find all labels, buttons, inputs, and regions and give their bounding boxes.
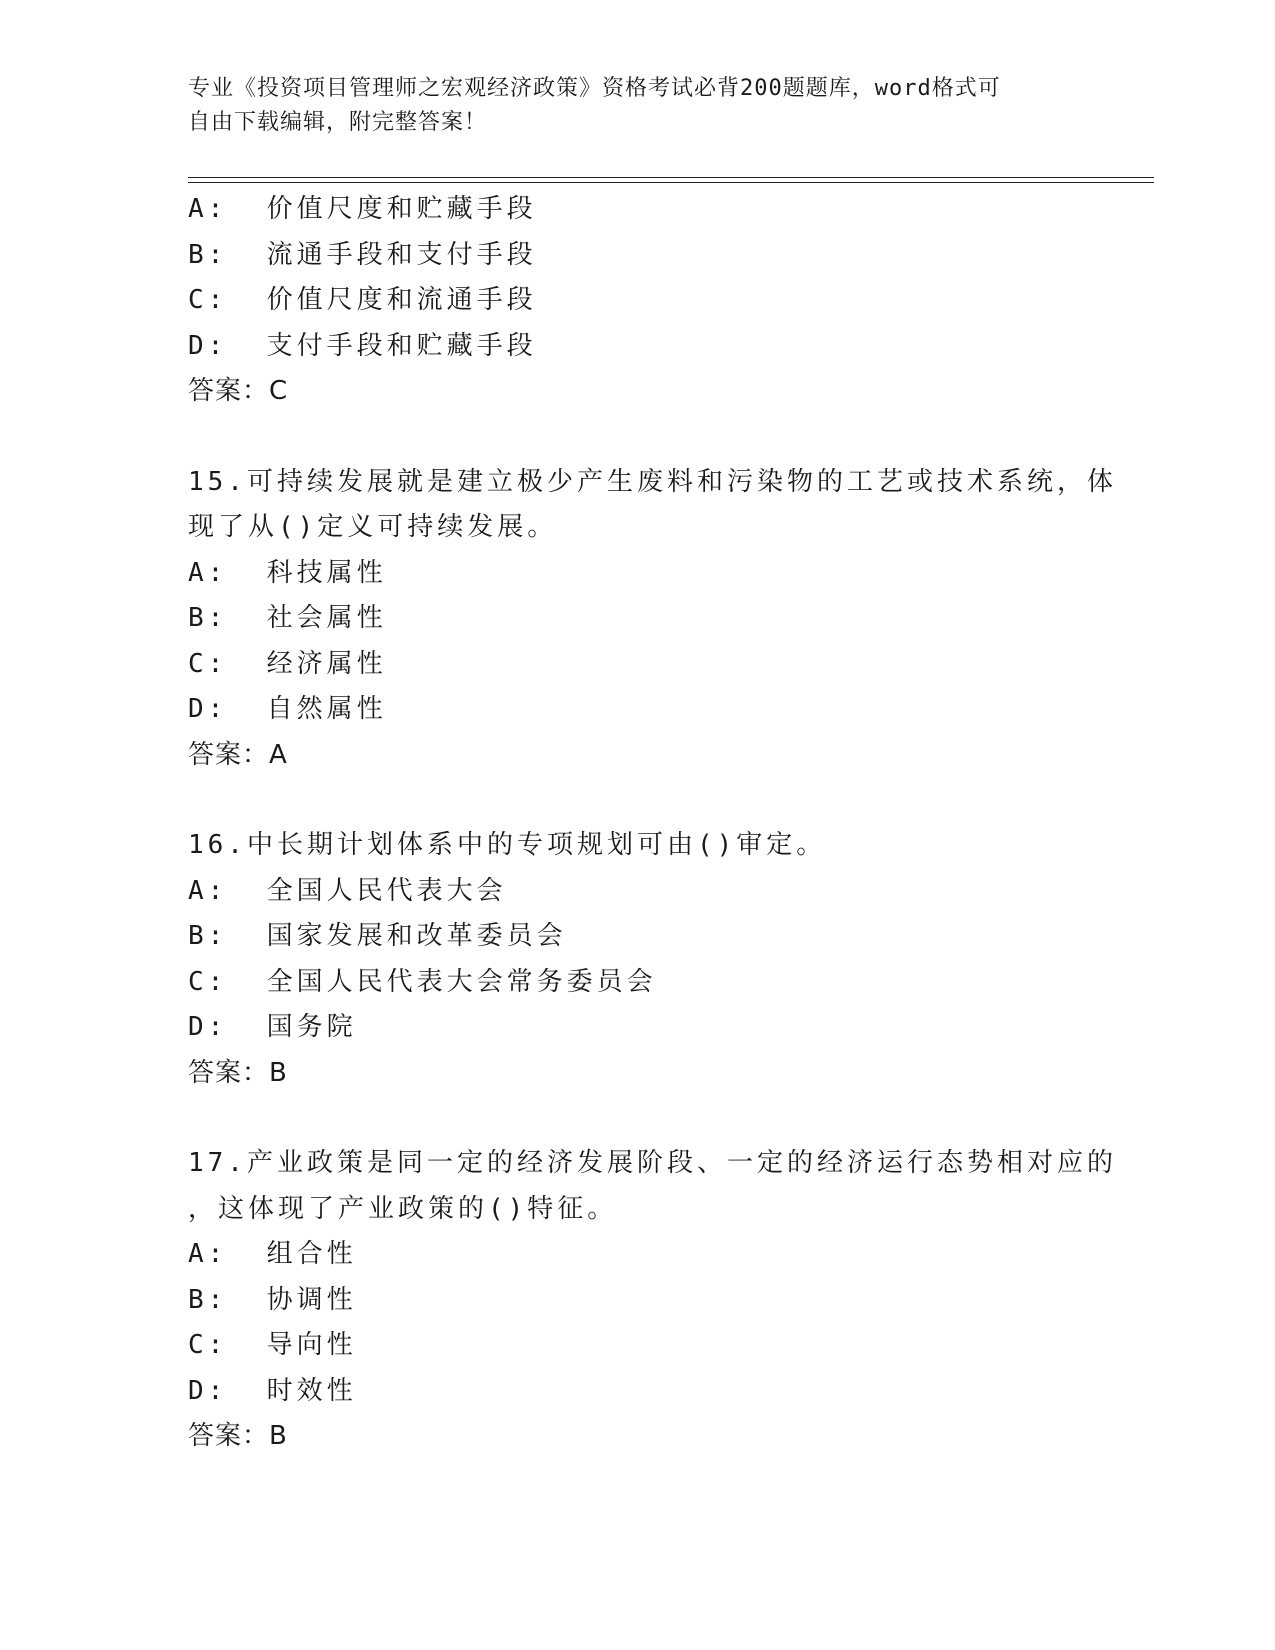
answer: 答案：A xyxy=(188,739,288,770)
header-line-1: 专业《投资项目管理师之宏观经济政策》资格考试必背200题题库，word格式可 xyxy=(188,76,1001,101)
question-text-line-1: 17.产业政策是同一定的经济发展阶段、一定的经济运行态势相对应的 xyxy=(188,1148,1117,1178)
option-d: D: 国务院 xyxy=(188,1012,357,1042)
option-c: C: 导向性 xyxy=(188,1330,357,1360)
document-header xyxy=(188,72,1088,140)
option-a: A: 全国人民代表大会 xyxy=(188,875,507,906)
question-15 xyxy=(188,460,1117,779)
question-text-line-2: 现了从()定义可持续发展。 xyxy=(188,512,558,542)
question-text-line-1: 16.中长期计划体系中的专项规划可由()审定。 xyxy=(188,830,827,860)
question-list xyxy=(188,187,1117,1460)
answer: 答案：C xyxy=(188,376,289,406)
question-text-line-2: ，这体现了产业政策的()特征。 xyxy=(188,1193,618,1224)
option-b: B: 流通手段和支付手段 xyxy=(188,239,537,270)
option-d: D: 自然属性 xyxy=(188,694,387,724)
question-16 xyxy=(188,823,1088,1096)
option-d: D: 支付手段和贮藏手段 xyxy=(188,330,537,361)
option-a: A: 科技属性 xyxy=(188,557,387,588)
header-divider xyxy=(188,177,1154,183)
question-text-line-1: 15.可持续发展就是建立极少产生废料和污染物的工艺或技术系统，体 xyxy=(188,466,1117,497)
option-a: A: 组合性 xyxy=(188,1239,357,1269)
option-c: C: 全国人民代表大会常务委员会 xyxy=(188,966,657,997)
question-14 xyxy=(188,187,1088,415)
answer: 答案：B xyxy=(188,1421,288,1451)
option-c: C: 经济属性 xyxy=(188,648,387,679)
option-b: B: 国家发展和改革委员会 xyxy=(188,921,567,951)
option-b: B: 协调性 xyxy=(188,1284,357,1315)
header-line-2: 自由下载编辑，附完整答案！ xyxy=(188,110,488,135)
option-c: C: 价值尺度和流通手段 xyxy=(188,285,537,315)
option-b: B: 社会属性 xyxy=(188,603,387,633)
question-17 xyxy=(188,1141,1117,1460)
answer: 答案：B xyxy=(188,1057,288,1088)
option-a: A: 价值尺度和贮藏手段 xyxy=(188,194,537,224)
option-d: D: 时效性 xyxy=(188,1375,357,1406)
